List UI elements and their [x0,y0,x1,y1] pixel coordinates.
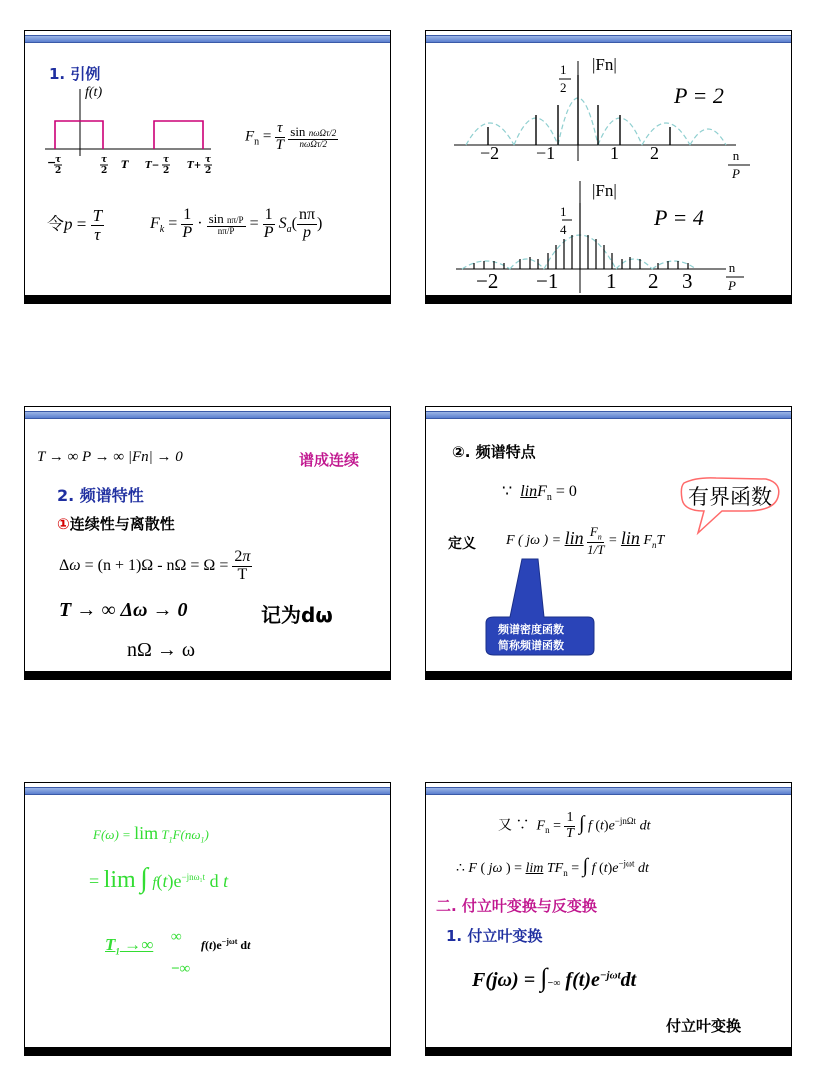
svg-text:2: 2 [205,166,212,176]
subsection-heading: ①连续性与离散性 [57,515,175,533]
svg-text:2: 2 [163,166,170,176]
limit-underlined: $T_1$ →∞ [105,935,154,957]
fn-formula: $F_n$ = $\frac{\tau}{T}$ $\frac{\text{sin nωΩτ/2}}{\text{nωΩτ/2}}$ [245,120,337,153]
definition-equation: F ( jω ) = lin $\frac{F_n}{1/T}$ = lin $F_nT$ [506,524,665,557]
svg-text:T−: T− [145,161,160,171]
slide-bottom-bar [25,1047,390,1055]
slide-6 [425,782,792,1056]
limit-line-text: T → ∞ P → ∞ |Fn| → 0 [37,449,183,465]
x-tick: 2 [648,269,659,293]
svg-text:−: − [47,156,57,169]
y-axis-label-bottom: |Fn| [592,181,617,200]
x-tick: −2 [480,143,500,163]
svg-text:τ: τ [101,155,108,165]
subsection-heading: 1. 付立叶变换 [446,927,543,945]
p-label-bottom: P = 4 [654,205,704,230]
slide-3 [24,406,391,680]
slide-bottom-bar [25,295,390,303]
slide-title-bar [25,787,390,795]
y-tick-half: 1 2 [560,62,567,95]
y-axis-label-top: |Fn| [592,55,617,74]
fk-formula: $F_k$ = $\frac{1}{P}$ · $\frac{\text{sin nπ/P}}{n\pi/P}$ = $\frac{1}{P}$ $S_a$( $\frac{n\pi}{p}$ ) [150,206,323,241]
slide-2 [425,30,792,304]
fomega-equation: $F(\omega) = \lim T_1F(n\omega_1)$ [93,823,209,845]
svg-text:τ: τ [205,155,212,165]
x-tick: 1 [606,269,617,293]
slide-4 [425,406,792,680]
svg-text:τ: τ [55,155,62,165]
x-axis-label-bottom: n P [728,260,736,293]
slide-heading: 1. 引例 [49,65,101,83]
svg-text:τ: τ [163,155,170,165]
x-tick: 2 [650,143,659,163]
section-heading: 2. 频谱特性 [57,486,144,505]
delta-omega-equation: Δω = (n + 1)Ω - nΩ = Ω = $\frac{2\pi}{T}$ [59,548,251,583]
subsection-text: 连续性与离散性 [69,515,175,533]
slide-title-bar [25,411,390,419]
lim-zero-equation: ∵ linF$_n$ = 0 [502,483,577,504]
slide-5 [24,782,391,1056]
fourier-transform-equation: F(jω) = ∫−∞ $f(t)e^{-j\omega t}dt$ [472,963,637,992]
x-axis-label-top: n P [732,148,740,181]
y-tick-quarter: 1 4 [560,204,567,237]
svg-text:T+: T+ [187,161,202,171]
let-p-formula: 令p = $\frac{T}{\tau}$ [47,206,103,244]
slide-bottom-bar [426,671,791,679]
slide-bottom-bar [426,1047,791,1055]
p-label-top: P = 2 [674,83,724,108]
x-tick: 3 [682,269,693,293]
definition-label: 定义 [448,536,476,552]
density-bubble-line2: 简称频谱函数 [498,639,564,652]
pulse-train-plot [25,31,392,305]
limit-note: 记为dω [261,603,333,627]
f-of-t-label: f(t) [85,85,103,100]
integral-equation: = lim ∫ $f(t)e^{-jn\omega_1t}$ d t [89,863,229,894]
limit-equation: T → ∞ Δω → 0 [59,599,188,621]
continuous-spectrum-tag: 谱成连续 [299,451,360,469]
fourier-transform-label: 付立叶变换 [666,1017,742,1035]
fjw-limit-equation: ∴ F ( jω ) = $\lim TF_n$ = ∫ f $(t)e^{-j\omega t}$ dt [456,855,649,878]
svg-text:T: T [121,160,129,171]
slide-bottom-bar [25,671,390,679]
bounded-function-callout: 有界函数 [688,485,772,509]
x-tick: −1 [536,269,559,293]
limit-line [37,449,183,466]
transform-integrand: $f(t)e^{-j\omega t}$ dt [201,937,251,952]
slide-title-bar [426,787,791,795]
section-heading: ②. 频谱特点 [452,443,536,461]
infinity-bounds: ∞ −∞ [171,929,191,977]
x-tick: 1 [610,143,619,163]
density-bubble-line1: 频谱密度函数 [498,623,564,636]
x-tick: −2 [476,269,499,293]
section-heading: 二. 付立叶变换与反变换 [436,897,597,915]
fn-integral-equation: 又 ∵ $F_n$ = $\frac{1}{T}$ ∫ f $(t)e^{-jn\Omega t}$ dt [498,810,651,841]
n-omega-equation: nΩ → ω [127,639,196,661]
slide-bottom-bar [426,295,791,303]
slide-1 [24,30,391,304]
x-tick: −1 [536,143,556,163]
svg-text:2: 2 [55,166,62,176]
svg-text:2: 2 [101,166,108,176]
